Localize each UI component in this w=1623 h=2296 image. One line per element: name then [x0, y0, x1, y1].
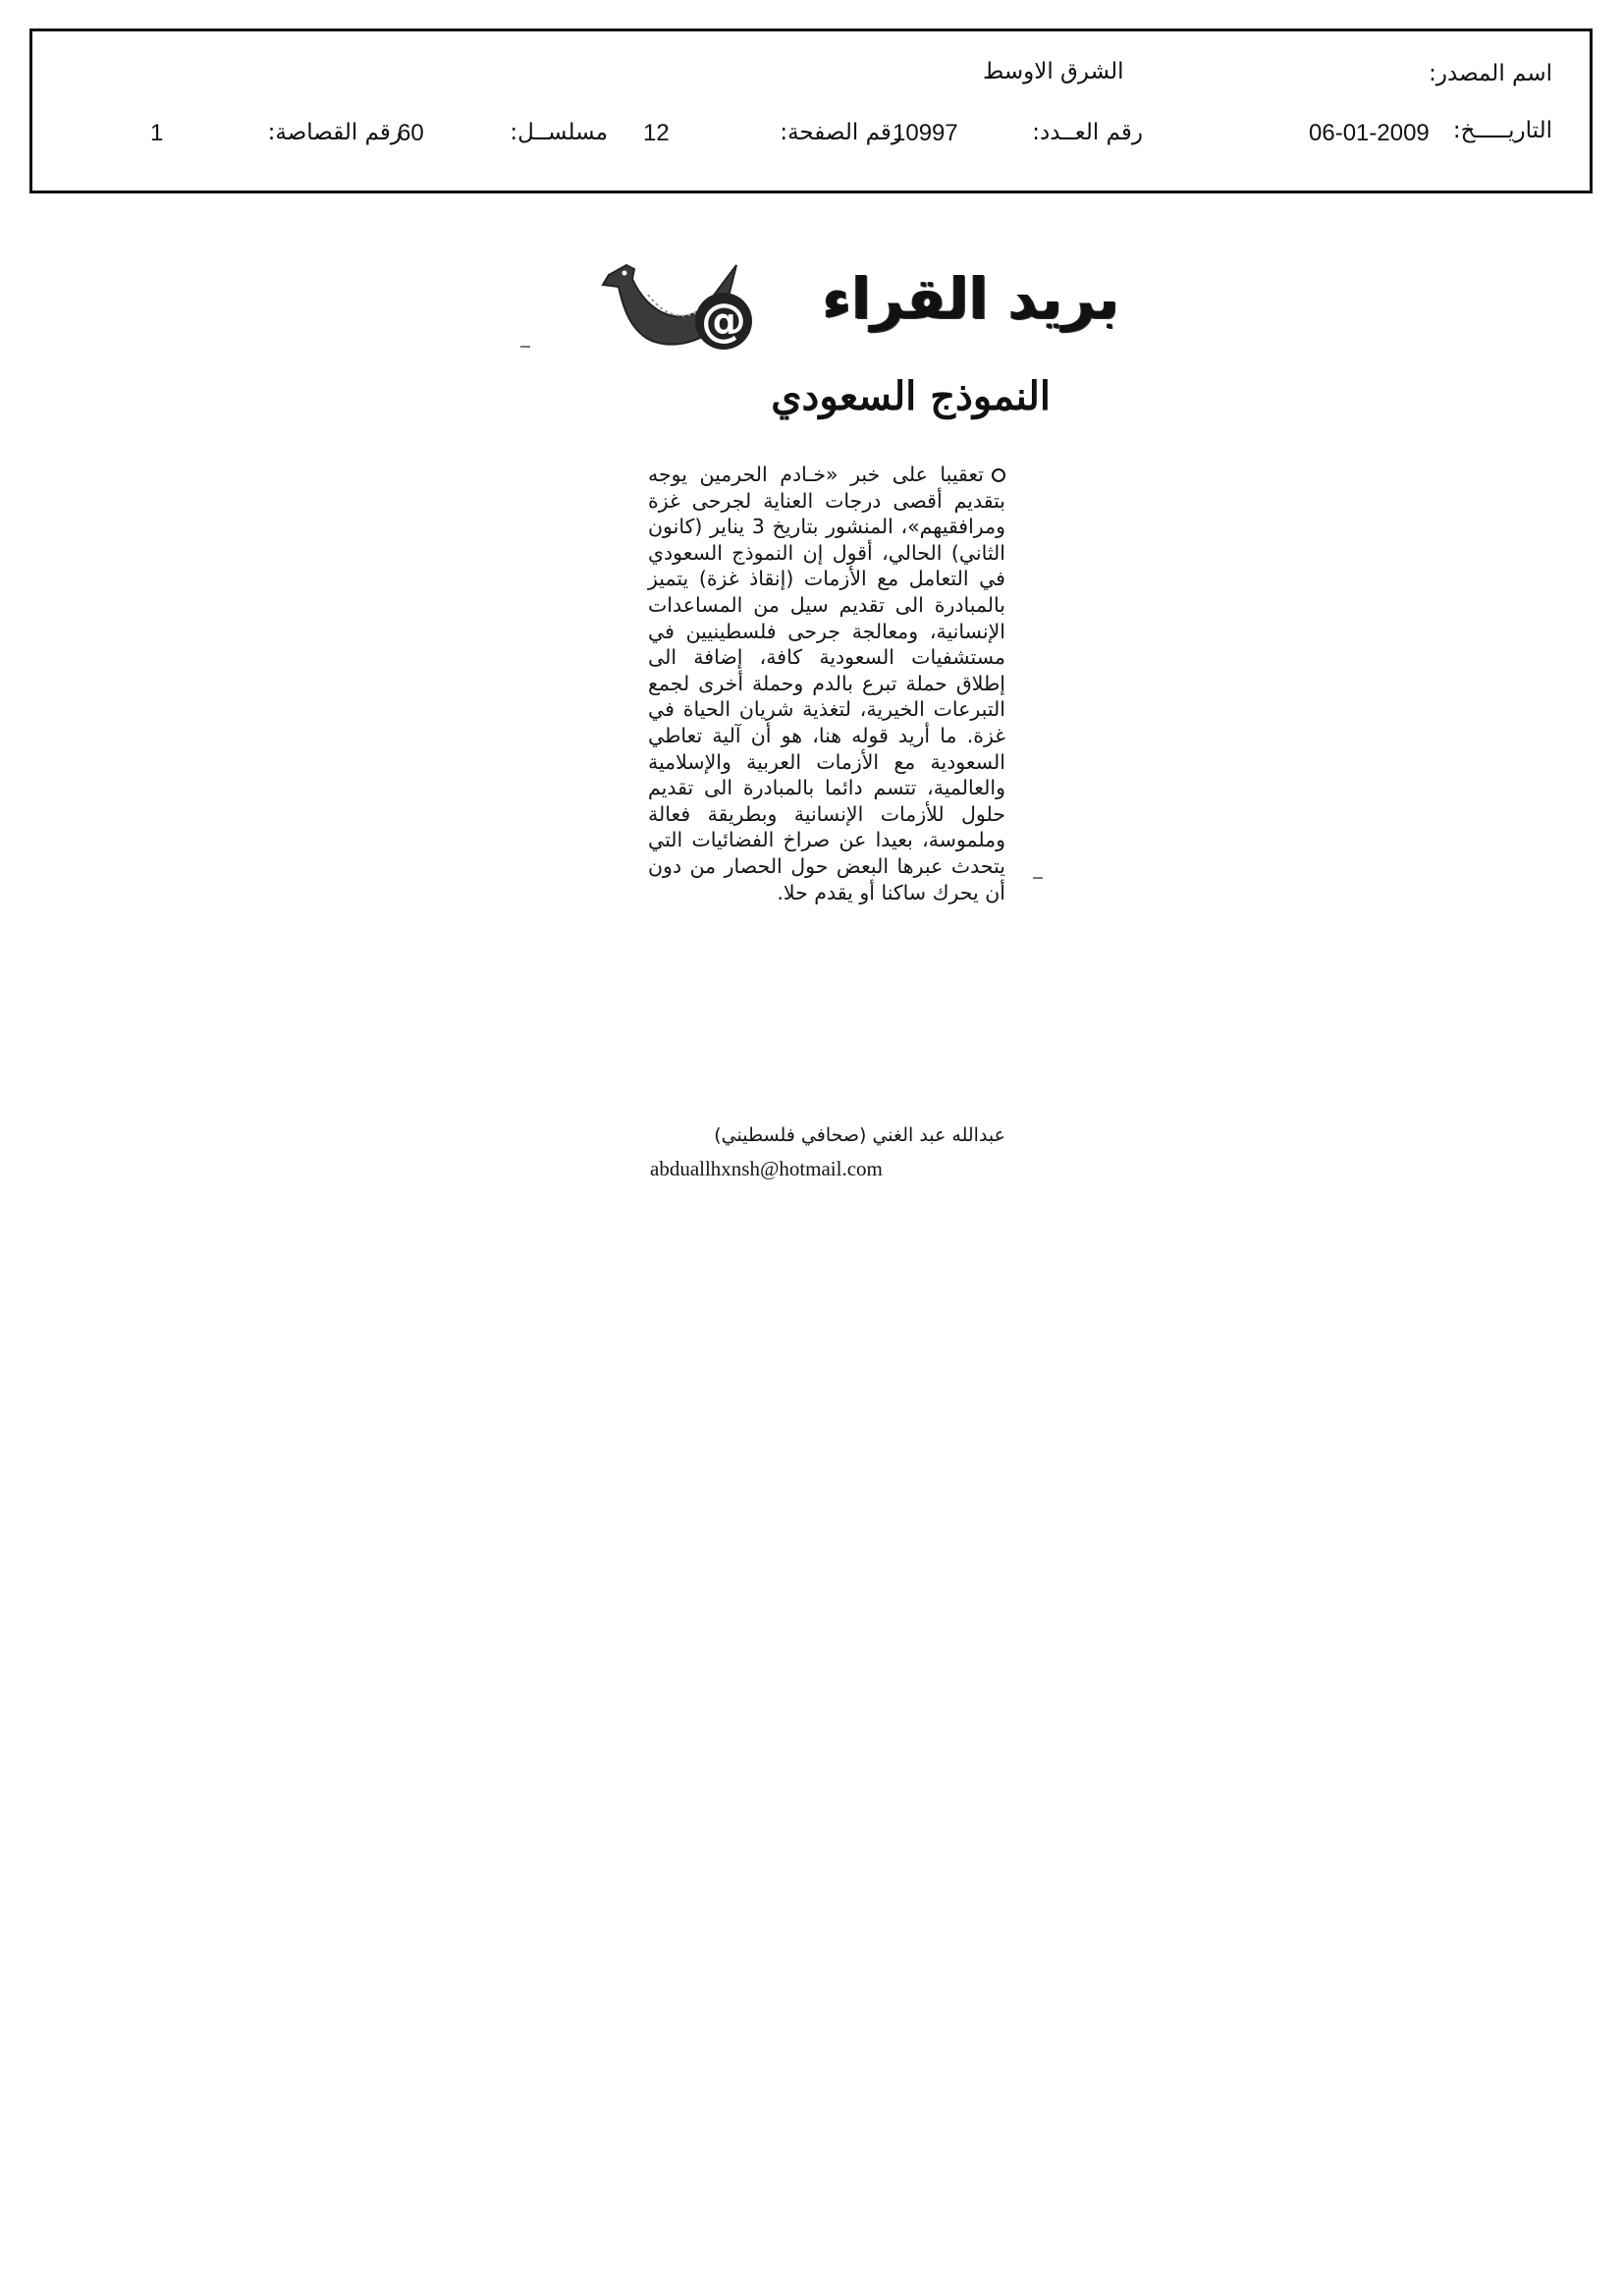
clip-number-value: 1	[150, 120, 164, 146]
newspaper-clipping	[589, 236, 1139, 1198]
date-label: التاريـــــخ:	[1452, 118, 1552, 143]
issue-label: رقم العــدد:	[1032, 120, 1143, 145]
margin-mark	[520, 346, 530, 348]
issue-value: 10997	[893, 120, 958, 146]
serial-value: 60	[398, 120, 424, 146]
date-value: 06-01-2009	[1309, 120, 1430, 146]
article-text: تعقيبا على خبر «خـادم الحرمين يوجه بتقديم أقصى درجات العناية لجرحى غزة ومرافقيهم»، المنشور بتاريخ 3 يناير (كانون الثاني) الحالي، أقول إن النموذج السعودي في التعامل مع الأزمات (إنقاذ غزة) يتميز بالمبادرة الى تقديم سيل من المساعدات الإنسانية، ومعالجة جرحى فلسطينيين في مستشفيات السعودية كافة، إضافة الى إطلاق حملة تبرع بالدم وحملة أخرى لجمع التبرعات الخيرية، لتغذية شريان الحياة في غزة. ما أريد قوله هنا، هو أن آلية تعاطي السعودية مع الأزمات العربية والإسلامية والعالمية، تتسم دائما بالمبادرة الى تقديم حلول للأزمات الإنسانية وبطريقة فعالة وملموسة، بعيدا عن صراخ الفضائيات التي يتحدث عبرها البعض حول الحصار من دون أن يحرك ساكنا أو يقدم حلا.	[648, 463, 1005, 904]
source-label: اسم المصدر:	[1429, 61, 1552, 86]
masthead-title: بريد القراء	[822, 265, 1119, 332]
article-body	[648, 462, 1005, 905]
serial-label: مسلســل:	[510, 120, 608, 145]
page-value: 12	[643, 120, 670, 146]
bullet-icon	[992, 468, 1005, 482]
metadata-header-box	[29, 28, 1593, 193]
author-name: عبدالله عبد الغني (صحافي فلسطيني)	[714, 1124, 1005, 1146]
masthead	[589, 236, 1139, 363]
margin-mark	[1033, 877, 1043, 879]
article-headline: النموذج السعودي	[771, 373, 1051, 419]
clip-number-label: رقم القصاصة:	[267, 120, 402, 145]
page-label: رقم الصفحة:	[780, 120, 902, 145]
at-symbol-icon: @	[695, 293, 752, 350]
author-email: abduallhxnsh@hotmail.com	[650, 1157, 883, 1180]
source-value: الشرق الاوسط	[983, 59, 1124, 84]
